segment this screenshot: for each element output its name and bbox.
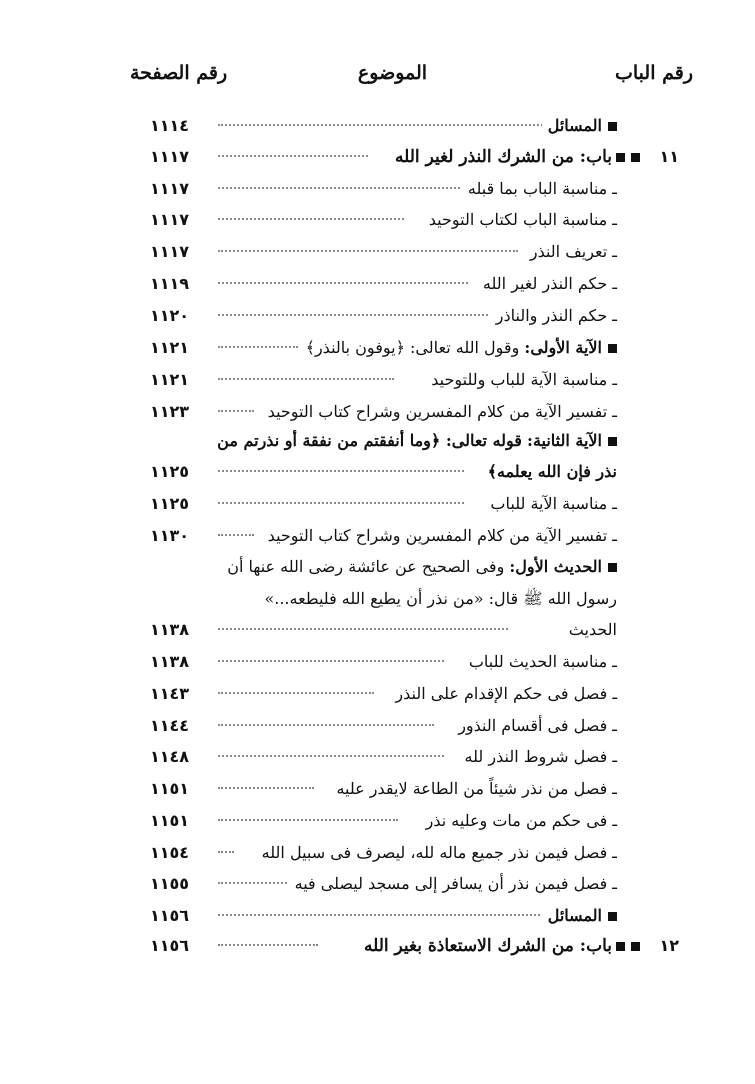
toc-entry xyxy=(0,236,755,268)
page-number: ١١١٧ xyxy=(150,210,190,229)
entry-text: ـ فصل فى حكم الإقدام على النذر xyxy=(389,678,617,710)
page-number: ١١١٤ xyxy=(150,116,190,135)
leader-dots xyxy=(218,502,464,504)
leader-dots xyxy=(218,534,254,536)
toc-entry xyxy=(0,173,755,205)
toc-entry xyxy=(0,425,755,457)
page-number: ١١٥١ xyxy=(150,811,190,830)
square-bullet-icon xyxy=(616,153,625,162)
toc-entry-continuation xyxy=(0,614,755,646)
page-number: ١١٥٥ xyxy=(150,874,190,893)
page-number: ١١٢١ xyxy=(150,338,190,357)
page-number: ١١٥٦ xyxy=(150,936,190,955)
toc-entry xyxy=(0,773,755,805)
leader-dots xyxy=(218,250,518,252)
leader-dots xyxy=(218,218,404,220)
page-number: ١١٢٥ xyxy=(150,462,190,481)
page-number: ١١٤٤ xyxy=(150,716,190,735)
leader-dots xyxy=(218,851,234,853)
toc-entry-chapter xyxy=(0,930,755,962)
page-number: ١١١٩ xyxy=(150,274,190,293)
entry-text: ـ تفسير الآية من كلام المفسرين وشراح كتاب التوحيد xyxy=(262,520,617,552)
page-number: ١١١٧ xyxy=(150,147,190,166)
leader-dots xyxy=(218,660,444,662)
entry-text: ـ فى حكم من مات وعليه نذر xyxy=(420,805,617,837)
column-header-page-number: رقم الصفحة xyxy=(130,62,228,84)
toc-entry xyxy=(0,551,755,583)
leader-dots xyxy=(218,787,314,789)
entry-text: ـ مناسبة الحديث للباب xyxy=(463,646,617,678)
square-bullet-icon xyxy=(608,912,617,921)
entry-text: باب: من الشرك الاستعاذة بغير الله xyxy=(358,930,640,962)
toc-entry xyxy=(0,204,755,236)
leader-dots xyxy=(218,755,444,757)
leader-dots xyxy=(218,282,468,284)
toc-entry-continuation xyxy=(0,456,755,488)
toc-entry xyxy=(0,520,755,552)
leader-dots xyxy=(218,155,368,157)
page-number: ١١٢٣ xyxy=(150,402,190,421)
leader-dots xyxy=(218,124,554,126)
entry-text: الحديث الأول: وفى الصحيح عن عائشة رضى الله عنها أن xyxy=(221,551,617,583)
leader-dots xyxy=(218,882,294,884)
entry-text: المسائل xyxy=(542,900,617,932)
entry-text: الحديث xyxy=(563,614,617,646)
column-header-topic: الموضوع xyxy=(357,62,428,84)
toc-entry-chapter xyxy=(0,141,755,173)
entry-text: ـ مناسبة الباب لكتاب التوحيد xyxy=(423,204,617,236)
leader-dots xyxy=(218,314,488,316)
entry-text: ـ فصل من نذر شيئاً من الطاعة لايقدر عليه xyxy=(330,773,617,805)
entry-text: ـ فصل فيمن نذر أن يسافر إلى مسجد ليصلى فيه xyxy=(289,868,617,900)
page-number: ١١١٧ xyxy=(150,242,190,261)
leader-dots xyxy=(218,914,544,916)
entry-text: ـ حكم النذر والناذر xyxy=(490,300,617,332)
chapter-number: ١١ xyxy=(659,147,679,166)
toc-entry xyxy=(0,868,755,900)
square-bullet-icon xyxy=(608,122,617,131)
entry-text: رسول الله ﷺ قال: «من نذر أن يطيع الله فليطعه...» xyxy=(258,583,617,615)
leader-dots xyxy=(218,819,398,821)
square-bullet-icon xyxy=(608,437,617,446)
leader-dots xyxy=(218,470,464,472)
leader-dots xyxy=(218,692,374,694)
entry-text: المسائل xyxy=(542,110,617,142)
toc-entry xyxy=(0,900,755,932)
page-number: ١١٣٠ xyxy=(150,526,190,545)
toc-entry xyxy=(0,837,755,869)
chapter-number: ١٢ xyxy=(659,936,679,955)
entry-text: الآية الثانية: قوله تعالى: ﴿وما أنفقتم من نفقة أو نذرتم من xyxy=(211,425,617,457)
entry-text: نذر فإن الله يعلمه﴾ xyxy=(482,456,617,488)
square-bullet-icon xyxy=(608,344,617,353)
entry-text: ـ مناسبة الآية للباب وللتوحيد xyxy=(425,364,617,396)
page-number: ١١٢١ xyxy=(150,370,190,389)
leader-dots xyxy=(218,628,508,630)
leader-dots xyxy=(218,378,394,380)
entry-text: باب: من الشرك النذر لغير الله xyxy=(389,141,640,173)
square-bullet-icon xyxy=(608,563,617,572)
entry-text: ـ فصل شروط النذر لله xyxy=(459,741,617,773)
toc-entry xyxy=(0,300,755,332)
entry-text: ـ حكم النذر لغير الله xyxy=(477,268,617,300)
toc-entry xyxy=(0,646,755,678)
leader-dots xyxy=(218,944,318,946)
toc-entry xyxy=(0,396,755,428)
page-number: ١١٤٣ xyxy=(150,684,190,703)
entry-text: ـ مناسبة الباب بما قبله xyxy=(462,173,617,205)
toc-entry-continuation xyxy=(0,583,755,615)
page-number: ١١٥٦ xyxy=(150,906,190,925)
leader-dots xyxy=(218,410,254,412)
leader-dots xyxy=(218,346,298,348)
entry-text: ـ تعريف النذر xyxy=(524,236,617,268)
page-number: ١١٢٠ xyxy=(150,306,190,325)
toc-entry xyxy=(0,488,755,520)
column-header-chapter-number: رقم الباب xyxy=(615,62,693,84)
toc-entry xyxy=(0,364,755,396)
page-number: ١١٥١ xyxy=(150,779,190,798)
page-number: ١١١٧ xyxy=(150,179,190,198)
page-number: ١١٤٨ xyxy=(150,747,190,766)
entry-text: ـ فصل فيمن نذر جميع ماله لله، ليصرف فى سبيل الله xyxy=(256,837,617,869)
toc-entry xyxy=(0,805,755,837)
toc-entry xyxy=(0,332,755,364)
page-number: ١١٣٨ xyxy=(150,652,190,671)
toc-entry xyxy=(0,268,755,300)
page-number: ١١٢٥ xyxy=(150,494,190,513)
leader-dots xyxy=(218,724,434,726)
page-number: ١١٥٤ xyxy=(150,843,190,862)
toc-entry xyxy=(0,110,755,142)
toc-entry xyxy=(0,710,755,742)
square-bullet-icon xyxy=(616,942,625,951)
entry-text: ـ تفسير الآية من كلام المفسرين وشراح كتاب التوحيد xyxy=(262,396,617,428)
entry-text: ـ فصل فى أقسام النذور xyxy=(452,710,617,742)
toc-entry xyxy=(0,678,755,710)
entry-text: الآية الأولى: وقول الله تعالى: ﴿يوفون بالنذر﴾ xyxy=(300,332,617,364)
toc-entry xyxy=(0,741,755,773)
leader-dots xyxy=(218,187,468,189)
page-number: ١١٣٨ xyxy=(150,620,190,639)
entry-text: ـ مناسبة الآية للباب xyxy=(484,488,617,520)
